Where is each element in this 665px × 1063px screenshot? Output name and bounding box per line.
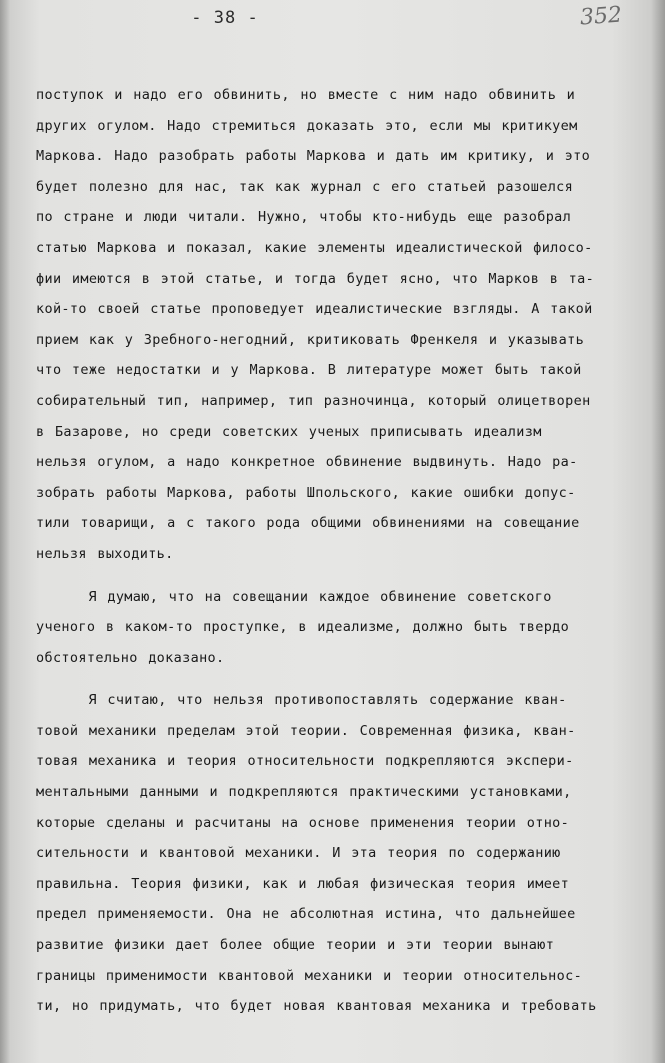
paragraph-1 [36, 80, 665, 570]
text-line: которые сделаны и расчитаны на основе применения теории отно- [36, 814, 570, 831]
paragraph-gap [36, 673, 665, 685]
text-line: фии имеются в этой статье, и тогда будет ясно, что Марков в та- [36, 270, 595, 287]
text-line: сительности и квантовой механики. И эта теория по содержанию [36, 845, 561, 862]
text-line: товая механика и теория относительности подкрепляются экспери- [36, 753, 574, 770]
text-line: кой-то своей статье проповедует идеалистические взгляды. А такой [36, 301, 593, 318]
paragraph-gap [36, 570, 665, 582]
archive-folio-number: 352 [579, 2, 623, 31]
text-line: в Базарове, но среди советских ученых приписывать идеализм [36, 423, 542, 440]
text-line: обстоятельно доказано. [36, 649, 225, 666]
text-line: прием как у Зребного-негодний, критиковать Френкеля и указывать [36, 331, 585, 348]
text-line: других огулом. Надо стремиться доказать это, если мы критикуем [36, 117, 578, 134]
text-line: ти, но придумать, что будет новая квантовая механика и требовать [36, 998, 597, 1015]
text-line: ментальными данными и подкрепляются практическими установками, [36, 784, 572, 801]
text-line: развитие физики дает более общие теории и эти теории вынают [36, 937, 555, 954]
text-line: что теже недостатки и у Маркова. В литературе может быть такой [36, 362, 582, 379]
text-line: статью Маркова и показал, какие элементы идеалистической филосо- [36, 239, 593, 256]
text-line: собирательный тип, например, тип разночинца, который олицетворен [36, 392, 591, 409]
text-line: тили товарищи, а с такого рода общими обвинениями на совещание [36, 515, 580, 532]
text-line: по стране и люди читали. Нужно, чтобы кто-нибудь еще разобрал [36, 209, 572, 226]
left-edge-shadow [0, 0, 10, 1063]
text-line: предел применяемости. Она не абсолютная истина, что дальнейшее [36, 906, 576, 923]
page-number: - 38 - [191, 8, 259, 28]
text-line: правильна. Теория физики, как и любая физическая теория имеет [36, 875, 570, 892]
text-line: Я думаю, что на совещании каждое обвинение советского [36, 588, 552, 605]
text-line: зобрать работы Маркова, работы Шпольского, какие ошибки допус- [36, 484, 576, 501]
text-line: будет полезно для нас, так как журнал с его статьей разошелся [36, 178, 574, 195]
text-line: Маркова. Надо разобрать работы Маркова и дать им критику, и это [36, 148, 591, 165]
paragraph-2 [36, 582, 665, 674]
text-line: поступок и надо его обвинить, но вместе с ним надо обвинить и [36, 87, 576, 103]
text-line: нельзя огулом, а надо конкретное обвинение выдвинуть. Надо ра- [36, 454, 578, 471]
text-line: ученого в каком-то проступке, в идеализме, должно быть твердо [36, 619, 570, 636]
text-line: товой механики пределам этой теории. Современная физика, кван- [36, 722, 576, 739]
text-line: нельзя выходить. [36, 545, 174, 562]
text-line: границы применимости квантовой механики и теории относительнос- [36, 967, 583, 984]
paragraph-3 [36, 685, 665, 1022]
text-line: Я считаю, что нельзя противопоставлять содержание кван- [36, 692, 567, 709]
typed-text-body [36, 80, 665, 1022]
